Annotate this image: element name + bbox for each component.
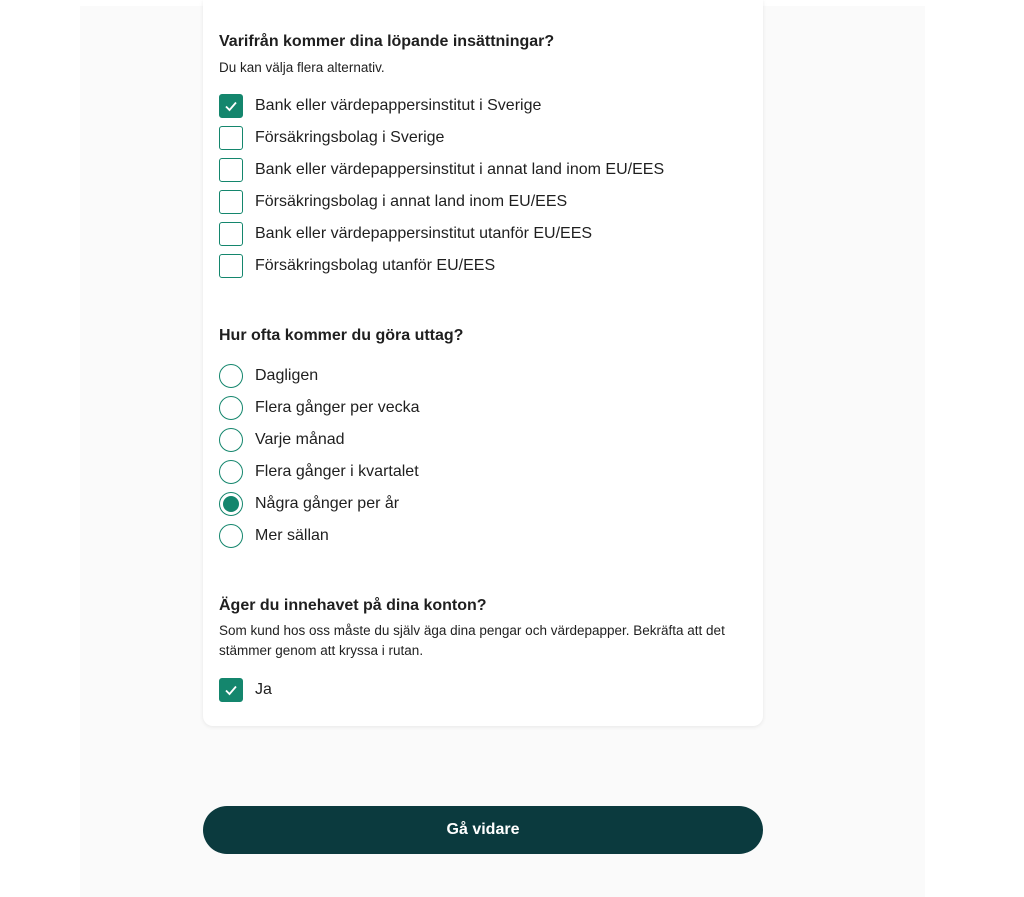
ownership-option-label: Ja (255, 681, 272, 698)
deposit-option-bank-eu[interactable] (219, 158, 664, 182)
withdrawal-option-daily[interactable] (219, 364, 318, 388)
radio-icon[interactable] (219, 364, 243, 388)
checkbox-checked-icon[interactable] (219, 94, 243, 118)
deposit-option-label: Bank eller värdepappersinstitut i Sverige (255, 97, 542, 114)
deposit-option-label: Försäkringsbolag i Sverige (255, 129, 445, 146)
ownership-question-description: Som kund hos oss måste du själv äga dina pengar och värdepapper. Bekräfta att det stämmer genom att kryssa i rutan. (219, 623, 725, 658)
withdrawal-option-label: Flera gånger i kvartalet (255, 463, 419, 480)
radio-icon[interactable] (219, 524, 243, 548)
checkbox-icon[interactable] (219, 158, 243, 182)
checkbox-icon[interactable] (219, 222, 243, 246)
withdrawal-option-label: Flera gånger per vecka (255, 399, 420, 416)
ownership-question-title: Äger du innehavet på dina konton? (219, 597, 487, 614)
deposit-option-bank-outside-eu[interactable] (219, 222, 592, 246)
checkbox-checked-icon[interactable] (219, 678, 243, 702)
radio-icon[interactable] (219, 428, 243, 452)
deposit-option-label: Bank eller värdepappersinstitut utanför EU/EES (255, 225, 593, 242)
withdrawal-option-quarterly[interactable] (219, 460, 419, 484)
withdrawal-option-label: Mer sällan (255, 527, 329, 544)
deposits-question-title: Varifrån kommer dina löpande insättningar? (219, 33, 555, 50)
deposit-option-label: Försäkringsbolag utanför EU/EES (255, 257, 496, 274)
withdrawal-option-yearly[interactable] (219, 492, 399, 516)
withdrawal-option-label: Dagligen (255, 367, 319, 384)
withdrawal-option-weekly[interactable] (219, 396, 420, 420)
ownership-option-yes[interactable] (219, 678, 272, 702)
withdrawal-option-rarely[interactable] (219, 524, 329, 548)
deposit-option-label: Försäkringsbolag i annat land inom EU/EES (255, 193, 568, 210)
deposit-option-insurance-outside-eu[interactable] (219, 254, 495, 278)
deposit-option-insurance-sweden[interactable] (219, 126, 444, 150)
radio-icon[interactable] (219, 396, 243, 420)
withdrawal-option-monthly[interactable] (219, 428, 345, 452)
continue-button[interactable]: Gå vidare (203, 806, 763, 854)
radio-dot (223, 496, 239, 512)
checkbox-icon[interactable] (219, 190, 243, 214)
radio-icon[interactable] (219, 460, 243, 484)
checkbox-icon[interactable] (219, 126, 243, 150)
withdrawals-question-title: Hur ofta kommer du göra uttag? (219, 327, 464, 344)
deposit-option-bank-sweden[interactable] (219, 94, 541, 118)
deposit-option-label: Bank eller värdepappersinstitut i annat land inom EU/EES (255, 161, 665, 178)
withdrawal-option-label: Några gånger per år (255, 495, 400, 512)
withdrawal-option-label: Varje månad (255, 431, 345, 448)
deposit-option-insurance-eu[interactable] (219, 190, 567, 214)
checkbox-icon[interactable] (219, 254, 243, 278)
radio-selected-icon[interactable] (219, 492, 243, 516)
deposits-question-hint: Du kan välja flera alternativ. (219, 60, 385, 75)
